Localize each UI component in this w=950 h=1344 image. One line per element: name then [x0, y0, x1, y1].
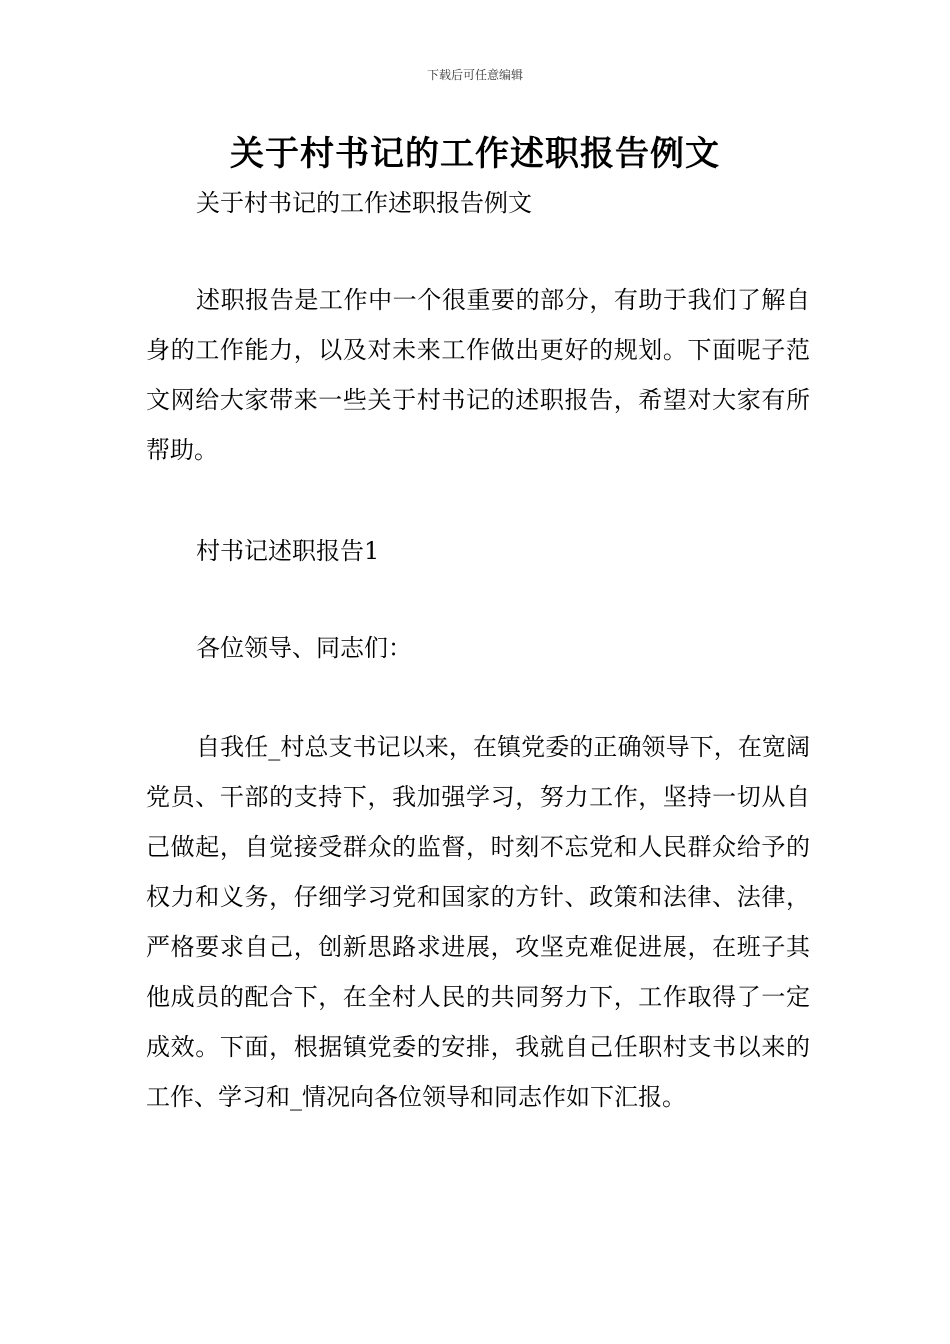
document-title: 关于村书记的工作述职报告例文	[230, 134, 720, 174]
body-paragraph: 自我任_村总支书记以来，在镇党委的正确领导下，在宽阔党员、干部的支持下，我加强学习，努力工作，坚持一切从自己做起，自觉接受群众的监督，时刻不忘党和人民群众给予的权力和义务，仔细学习党和国家的方针、政策和法律、法律，严格要求自己，创新思路求进展，攻坚克难促进展，在班子其他成员的配合下，在全村人民的共同努力下，工作取得了一定成效。下面，根据镇党委的安排，我就自己任职村支书以来的工作、学习和_情况向各位领导和同志作如下汇报。	[146, 733, 810, 1111]
section-heading: 村书记述职报告1	[196, 537, 380, 565]
intro-paragraph: 述职报告是工作中一个很重要的部分，有助于我们了解自身的工作能力，以及对未来工作做出更好的规划。下面呢子范文网给大家带来一些关于村书记的述职报告，希望对大家有所帮助。	[146, 286, 810, 464]
header-note: 下载后可任意编辑	[426, 68, 523, 82]
greeting-paragraph: 各位领导、同志们：	[196, 634, 412, 662]
document-subtitle: 关于村书记的工作述职报告例文	[196, 189, 532, 217]
